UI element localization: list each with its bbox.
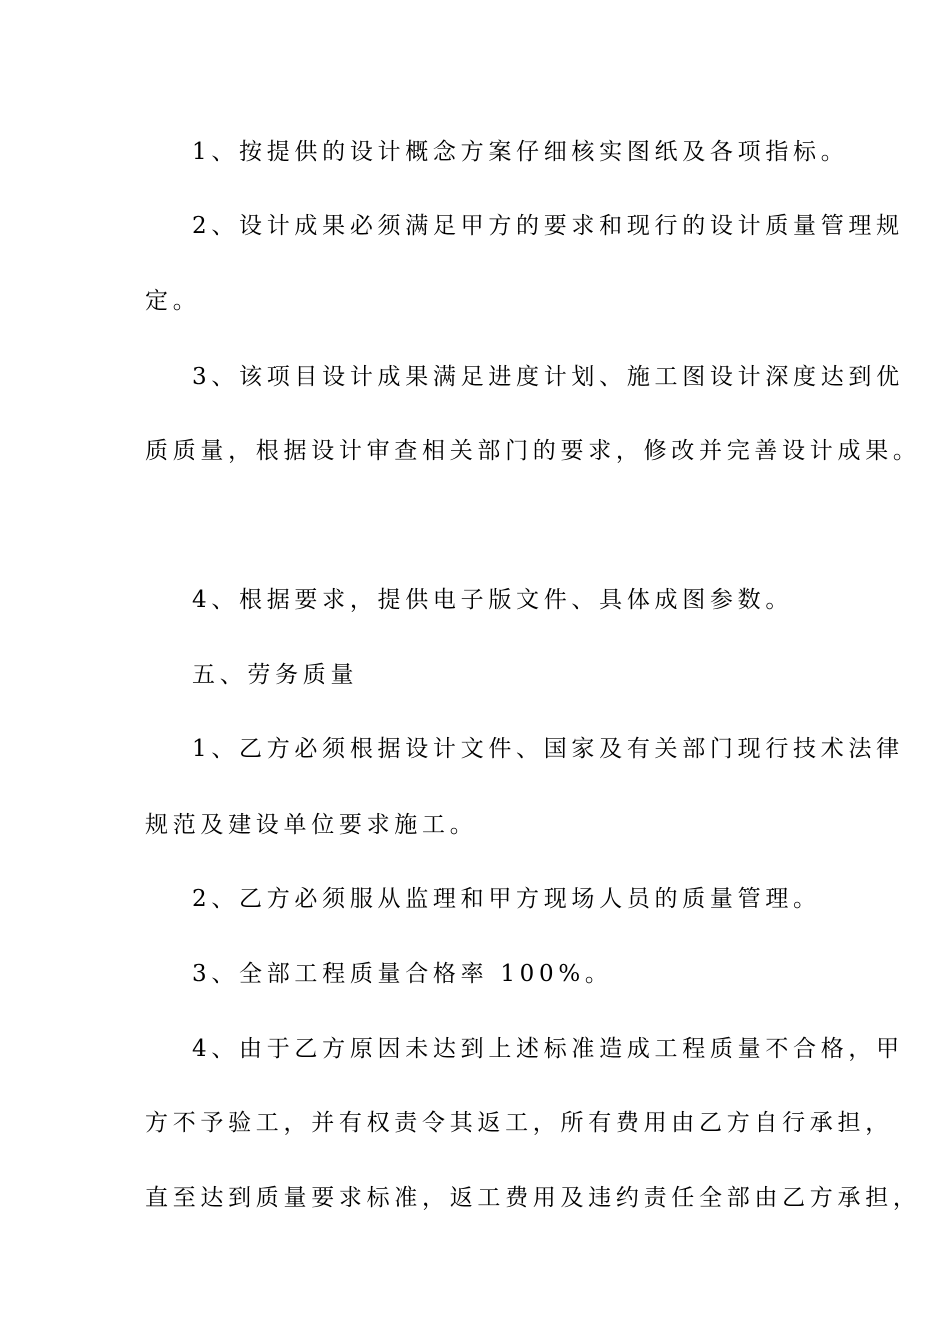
paragraph-design-1: 1、按提供的设计概念方案仔细核实图纸及各项指标。 [192,139,849,165]
paragraph-labor-4-cont-2: 直至达到质量要求标准，返工费用及违约责任全部由乙方承担， [145,1185,921,1211]
paragraph-labor-2: 2、乙方必须服从监理和甲方现场人员的质量管理。 [192,886,821,912]
paragraph-design-4: 4、根据要求，提供电子版文件、具体成图参数。 [192,587,794,613]
paragraph-labor-4: 4、由于乙方原因未达到上述标准造成工程质量不合格，甲 [192,1036,904,1062]
section-heading-labor-quality: 五、劳务质量 [192,662,359,688]
paragraph-labor-3: 3、全部工程质量合格率 100%。 [192,961,613,987]
paragraph-labor-1: 1、乙方必须根据设计文件、国家及有关部门现行技术法律 [192,736,904,762]
paragraph-labor-1-cont: 规范及建设单位要求施工。 [145,812,478,838]
paragraph-design-2-cont: 定。 [145,288,201,314]
paragraph-labor-4-cont-1: 方不予验工，并有权责令其返工，所有费用由乙方自行承担， [145,1110,893,1136]
paragraph-design-2: 2、设计成果必须满足甲方的要求和现行的设计质量管理规 [192,213,904,239]
paragraph-design-3: 3、该项目设计成果满足进度计划、施工图设计深度达到优 [192,364,904,390]
paragraph-design-3-cont: 质质量，根据设计审查相关部门的要求，修改并完善设计成果。 [145,438,921,464]
